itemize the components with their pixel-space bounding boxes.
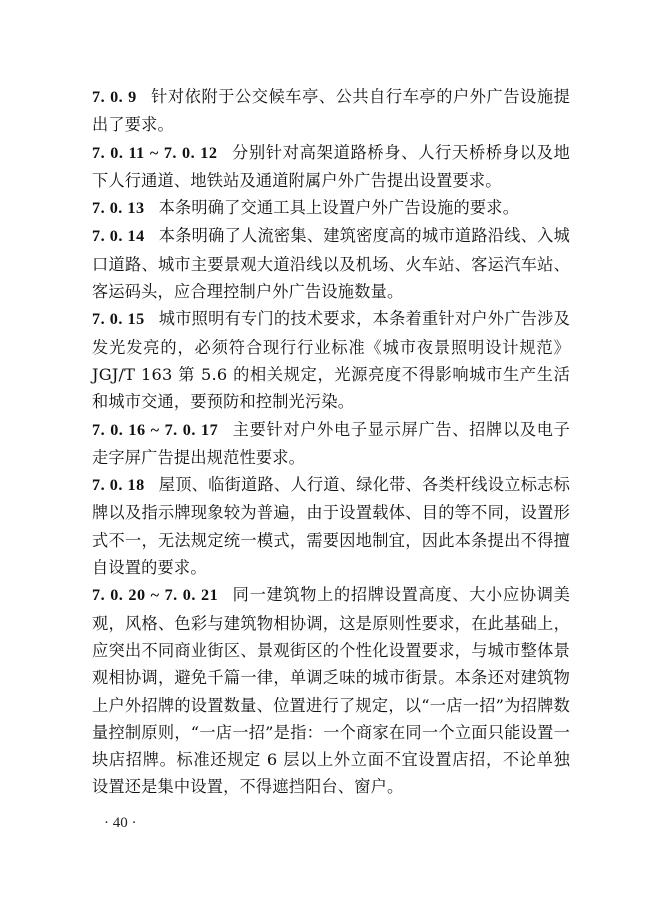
- clause-text: 主要针对户外电子显示屏广告、招牌以及电子走字屏广告提出规范性要求。: [92, 419, 571, 467]
- page-number: · 40 ·: [104, 815, 137, 831]
- clause-7-0-11-12: [92, 139, 570, 195]
- clause-7-0-18: [92, 471, 570, 581]
- clause-7-0-13: [92, 194, 570, 222]
- clause-number: 7. 0. 20 ~ 7. 0. 21: [92, 586, 219, 605]
- clause-7-0-15: [92, 305, 570, 415]
- document-body: [92, 83, 570, 801]
- clause-7-0-20-21: [92, 581, 570, 800]
- clause-7-0-14: [92, 222, 570, 305]
- clause-number: 7. 0. 16 ~ 7. 0. 17: [92, 420, 219, 439]
- clause-number: 7. 0. 15: [92, 310, 145, 329]
- clause-text: 屋顶、临街道路、人行道、绿化带、各类杆线设立标志标牌以及指示牌现象较为普遍，由于设置载体、目的等不同，设置形式不一，无法规定统一模式，需要因地制宜，因此本条提出不得擅自设置的要求。: [92, 475, 571, 578]
- clause-text: 本条明确了人流密集、建筑密度高的城市道路沿线、入城口道路、城市主要景观大道沿线以及机场、火车站、客运汽车站、客运码头，应合理控制户外广告设施数量。: [92, 226, 571, 302]
- clause-text: 城市照明有专门的技术要求，本条着重针对户外广告涉及发光发亮的，必须符合现行行业标准《城市夜景照明设计规范》JGJ/T 163 第 5.6 的相关规定，光源亮度不得影响城市生产生活和城市交通，要预防和控制光污染。: [92, 309, 571, 412]
- clause-text: 本条明确了交通工具上设置户外广告设施的要求。: [158, 198, 520, 218]
- clause-text: 针对依附于公交候车亭、公共自行车亭的户外广告设施提出了要求。: [92, 87, 571, 135]
- clause-text: 同一建筑物上的招牌设置高度、大小应协调美观，风格、色彩与建筑物相协调，这是原则性要求，在此基础上，应突出不同商业街区、景观街区的个性化设置要求，与城市整体景观相协调，避免千篇一律，单调乏味的城市街景。本条还对建筑物上户外招牌的设置数量、位置进行了规定，以“一店一招”为招牌数量控制原则，“一店一招”是指：一个商家在同一个立面只能设置一块店招牌。标准还规定 6 层以上外立面不宜设置店招，不论单独设置还是集中设置，不得遮挡阳台、窗户。: [92, 585, 571, 797]
- clause-number: 7. 0. 18: [92, 476, 145, 495]
- clause-number: 7. 0. 13: [92, 199, 145, 218]
- clause-7-0-16-17: [92, 416, 570, 472]
- clause-number: 7. 0. 9: [92, 88, 137, 106]
- clause-text: 分别针对高架道路桥身、人行天桥桥身以及地下人行通道、地铁站及通道附属户外广告提出设置要求。: [92, 142, 571, 190]
- clause-number: 7. 0. 14: [92, 227, 145, 246]
- clause-7-0-9: [92, 83, 570, 139]
- clause-number: 7. 0. 11 ~ 7. 0. 12: [92, 143, 218, 162]
